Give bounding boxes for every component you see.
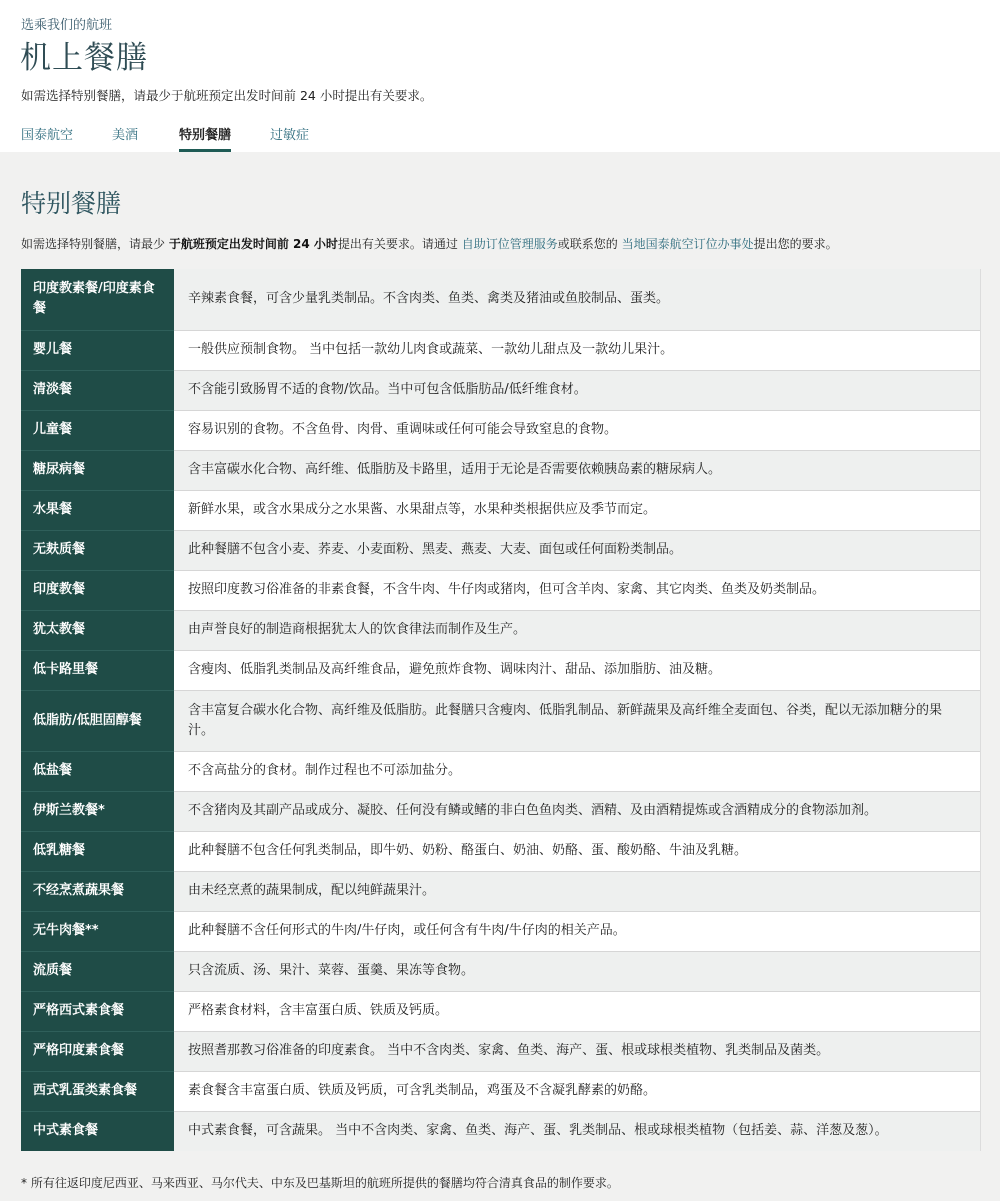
table-row <box>21 690 981 751</box>
meal-description: 辛辣素食餐，可含少量乳类制品。不含肉类、鱼类、禽类及猪油或鱼胶制品、蛋类。 <box>174 269 981 330</box>
page-header <box>0 0 1000 152</box>
meal-name: 西式乳蛋类素食餐 <box>21 1071 174 1111</box>
meal-name: 低盐餐 <box>21 751 174 791</box>
table-row <box>21 410 981 450</box>
table-row <box>21 951 981 991</box>
section-intro <box>21 235 838 252</box>
meal-name: 糖尿病餐 <box>21 450 174 490</box>
meal-name: 中式素食餐 <box>21 1111 174 1151</box>
intro-text: 提出您的要求。 <box>753 237 838 251</box>
meal-description: 中式素食餐，可含蔬果。 当中不含肉类、家禽、鱼类、海产、蛋、乳类制品、根或球根类植物（包括姜、蒜、洋葱及葱）。 <box>174 1111 981 1151</box>
meal-name: 印度教素餐/印度素食餐 <box>21 269 174 330</box>
page-subtitle: 如需选择特别餐膳，请最少于航班预定出发时间前 24 小时提出有关要求。 <box>21 88 433 103</box>
local-office-link[interactable]: 当地国泰航空订位办事处 <box>621 237 754 251</box>
meal-description: 素食餐含丰富蛋白质、铁质及钙质，可含乳类制品，鸡蛋及不含凝乳酵素的奶酪。 <box>174 1071 981 1111</box>
tab-wine[interactable]: 美酒 <box>112 128 139 143</box>
meal-description: 严格素食材料，含丰富蛋白质、铁质及钙质。 <box>174 991 981 1031</box>
table-row <box>21 330 981 370</box>
meal-name: 无牛肉餐** <box>21 911 174 951</box>
meal-description: 按照耆那教习俗准备的印度素食。 当中不含肉类、家禽、鱼类、海产、蛋、根或球根类植物、乳类制品及菌类。 <box>174 1031 981 1071</box>
meal-description: 含丰富碳水化合物、高纤维、低脂肪及卡路里，适用于无论是否需要依赖胰岛素的糖尿病人。 <box>174 450 981 490</box>
intro-text: 如需选择特别餐膳，请最少 <box>21 237 169 251</box>
section-title: 特别餐膳 <box>21 189 122 218</box>
meal-description: 含瘦肉、低脂乳类制品及高纤维食品，避免煎炸食物、调味肉汁、甜品、添加脂肪、油及糖。 <box>174 650 981 690</box>
meal-description: 不含能引致肠胃不适的食物/饮品。当中可包含低脂肪品/低纤维食材。 <box>174 370 981 410</box>
meal-name: 不经烹煮蔬果餐 <box>21 871 174 911</box>
meal-name: 低脂肪/低胆固醇餐 <box>21 690 174 751</box>
intro-text: 提出有关要求。请通过 <box>337 237 462 251</box>
meal-description: 此种餐膳不含任何形式的牛肉/牛仔肉，或任何含有牛肉/牛仔肉的相关产品。 <box>174 911 981 951</box>
footnote: * 所有往返印度尼西亚、马来西亚、马尔代夫、中东及巴基斯坦的航班所提供的餐膳均符合清真食品的制作要求。 <box>21 1176 619 1190</box>
meal-name: 婴儿餐 <box>21 330 174 370</box>
table-row <box>21 530 981 570</box>
table-row <box>21 991 981 1031</box>
meal-name: 流质餐 <box>21 951 174 991</box>
meal-description: 只含流质、汤、果汁、菜蓉、蛋羹、果冻等食物。 <box>174 951 981 991</box>
table-row <box>21 610 981 650</box>
table-row <box>21 269 981 330</box>
tab-allergies[interactable]: 过敏症 <box>270 128 310 143</box>
meal-description: 新鲜水果，或含水果成分之水果酱、水果甜点等，水果种类根据供应及季节而定。 <box>174 490 981 530</box>
table-row <box>21 1071 981 1111</box>
table-row <box>21 751 981 791</box>
meal-name: 印度教餐 <box>21 570 174 610</box>
table-row <box>21 1111 981 1151</box>
tab-cathay[interactable]: 国泰航空 <box>21 128 74 143</box>
meal-description: 此种餐膳不包含小麦、荞麦、小麦面粉、黑麦、燕麦、大麦、面包或任何面粉类制品。 <box>174 530 981 570</box>
meal-description: 含丰富复合碳水化合物、高纤维及低脂肪。此餐膳只含瘦肉、低脂乳制品、新鲜蔬果及高纤维全麦面包、谷类，配以无添加糖分的果汁。 <box>174 690 981 751</box>
meal-description: 此种餐膳不包含任何乳类制品，即牛奶、奶粉、酪蛋白、奶油、奶酪、蛋、酸奶酪、牛油及乳糖。 <box>174 831 981 871</box>
special-meals-table <box>21 269 981 1151</box>
meal-name: 低乳糖餐 <box>21 831 174 871</box>
meal-name: 严格西式素食餐 <box>21 991 174 1031</box>
table-row <box>21 1031 981 1071</box>
table-row <box>21 570 981 610</box>
main-content <box>0 152 1000 1201</box>
breadcrumb[interactable]: 选乘我们的航班 <box>21 18 113 33</box>
table-row <box>21 871 981 911</box>
intro-bold-text: 于航班预定出发时间前 24 小时 <box>168 237 338 251</box>
meal-description: 不含高盐分的食材。制作过程也不可添加盐分。 <box>174 751 981 791</box>
table-row <box>21 831 981 871</box>
meal-description: 容易识别的食物。不含鱼骨、肉骨、重调味或任何可能会导致窒息的食物。 <box>174 410 981 450</box>
meal-name: 伊斯兰教餐* <box>21 791 174 831</box>
manage-booking-link[interactable]: 自助订位管理服务 <box>461 237 558 251</box>
table-row <box>21 490 981 530</box>
page-title: 机上餐膳 <box>20 40 148 76</box>
table-row <box>21 370 981 410</box>
table-row <box>21 911 981 951</box>
meal-name: 水果餐 <box>21 490 174 530</box>
meal-name: 无麸质餐 <box>21 530 174 570</box>
meal-name: 低卡路里餐 <box>21 650 174 690</box>
meal-name: 儿童餐 <box>21 410 174 450</box>
meal-description: 按照印度教习俗准备的非素食餐，不含牛肉、牛仔肉或猪肉，但可含羊肉、家禽、其它肉类、鱼类及奶类制品。 <box>174 570 981 610</box>
meal-name: 严格印度素食餐 <box>21 1031 174 1071</box>
table-row <box>21 450 981 490</box>
meal-description: 一般供应预制食物。 当中包括一款幼儿肉食或蔬菜、一款幼儿甜点及一款幼儿果汁。 <box>174 330 981 370</box>
meal-description: 由未经烹煮的蔬果制成，配以纯鲜蔬果汁。 <box>174 871 981 911</box>
tab-special-meals[interactable]: 特别餐膳 <box>179 124 231 143</box>
table-row <box>21 791 981 831</box>
intro-text: 或联系您的 <box>557 237 622 251</box>
table-row <box>21 650 981 690</box>
meal-name: 清淡餐 <box>21 370 174 410</box>
meal-description: 由声誉良好的制造商根据犹太人的饮食律法而制作及生产。 <box>174 610 981 650</box>
meal-description: 不含猪肉及其副产品或成分、凝胶、任何没有鳞或鳍的非白色鱼肉类、酒精、及由酒精提炼或含酒精成分的食物添加剂。 <box>174 791 981 831</box>
meal-name: 犹太教餐 <box>21 610 174 650</box>
